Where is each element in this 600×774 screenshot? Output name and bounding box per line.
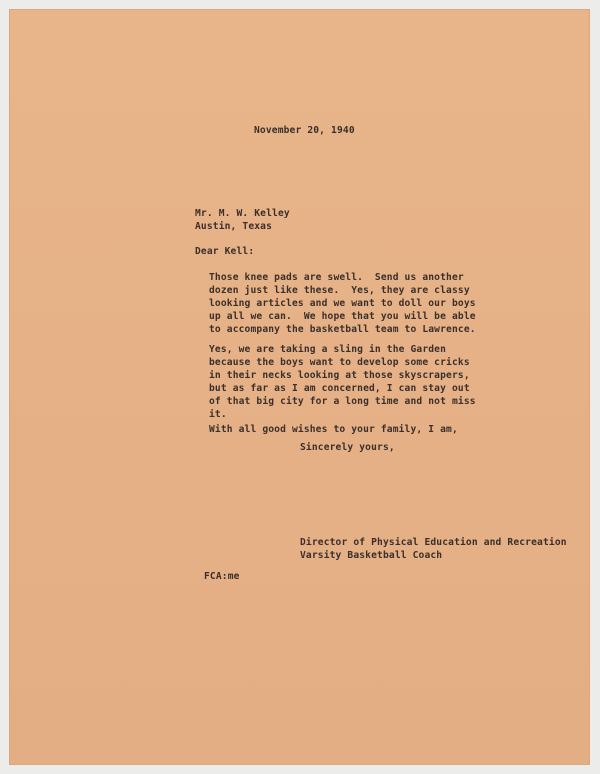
- body-paragraph-2: [209, 343, 476, 421]
- recipient-name: Mr. M. W. Kelley: [195, 208, 290, 219]
- signature-title-2: Varsity Basketball Coach: [300, 550, 443, 561]
- letter-date: November 20, 1940: [254, 125, 355, 136]
- reference-initials: FCA:me: [204, 571, 240, 582]
- signature-title-1: Director of Physical Education and Recreation: [300, 537, 567, 548]
- salutation: Dear Kell:: [195, 246, 255, 257]
- paragraph-line: it.: [209, 409, 227, 420]
- paragraph-line: up all we can. We hope that you will be able: [209, 311, 476, 322]
- signature-block: [300, 536, 567, 562]
- body-paragraph-1: [209, 271, 476, 336]
- recipient-address: [195, 207, 290, 233]
- paragraph-line: Yes, we are taking a sling in the Garden: [209, 344, 447, 355]
- paragraph-line: dozen just like these. Yes, they are classy: [209, 285, 470, 296]
- paragraph-line: looking articles and we want to doll our boys: [209, 298, 476, 309]
- paragraph-line: of that big city for a long time and not miss: [209, 396, 476, 407]
- paragraph-line: to accompany the basketball team to Lawrence.: [209, 324, 476, 335]
- paragraph-line: but as far as I am concerned, I can stay out: [209, 383, 470, 394]
- paragraph-line: Those knee pads are swell. Send us another: [209, 272, 464, 283]
- paragraph-line: because the boys want to develop some cricks: [209, 357, 470, 368]
- paragraph-line: in their necks looking at those skyscrapers,: [209, 370, 470, 381]
- closing: Sincerely yours,: [300, 442, 395, 453]
- recipient-city: Austin, Texas: [195, 221, 273, 232]
- letter-page: [10, 10, 589, 764]
- body-paragraph-3: With all good wishes to your family, I am,: [209, 424, 458, 435]
